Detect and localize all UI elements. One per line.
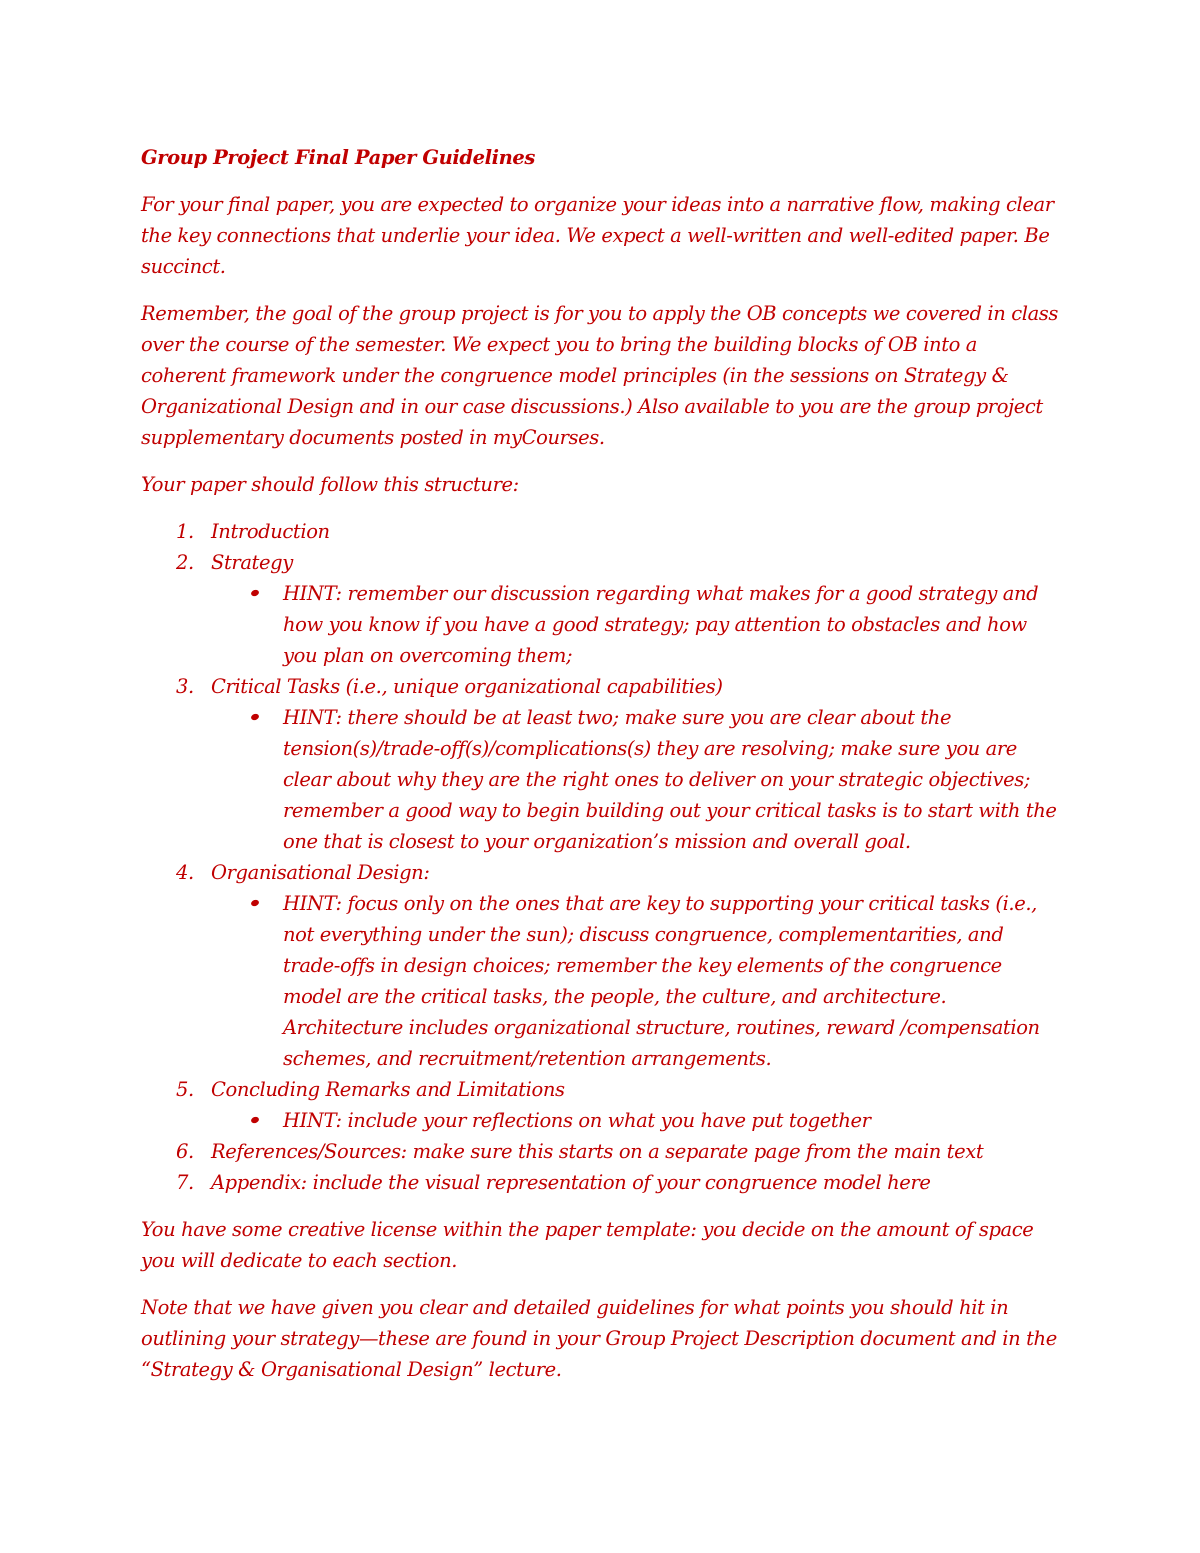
list-item (141, 1167, 1061, 1198)
structure-list (141, 516, 1061, 1198)
list-item-label: References/Sources: make sure this starts on a separate page from the main text (211, 1140, 984, 1163)
list-item-label: Introduction (211, 520, 330, 543)
list-number: 4. (176, 861, 194, 884)
list-number: 3. (176, 675, 194, 698)
intro-paragraph: Remember, the goal of the group project is for you to apply the OB concepts we covered in class over the course of the semester. We expect you to bring the building blocks of OB into a coherent framework under the congruence model principles (in the sessions on Strategy & Organizational Design and in our case discussions.) Also available to you are the group project supplementary documents posted in myCourses. (141, 302, 1059, 449)
hint-text: HINT: remember our discussion regarding what makes for a good strategy and how you know if you have a good strategy; pay attention to obstacles and how you plan on overcoming them; (283, 582, 1039, 667)
closing-paragraph: You have some creative license within the paper template: you decide on the amount of space you will dedicate to each section. (141, 1218, 1034, 1272)
bullet-icon (250, 589, 260, 597)
list-item-label: Appendix: include the visual representation of your congruence model here (211, 1171, 931, 1194)
list-item-label: Organisational Design: (211, 861, 430, 884)
list-item (141, 516, 1061, 547)
hint-item (141, 578, 1061, 671)
bullet-icon (250, 1116, 260, 1124)
list-item-label: Strategy (211, 551, 293, 574)
hint-text: HINT: include your reflections on what you have put together (283, 1109, 871, 1132)
document-body (141, 142, 1061, 1401)
list-item-label: Concluding Remarks and Limitations (211, 1078, 565, 1101)
hint-item (141, 1105, 1061, 1136)
list-number: 7. (176, 1171, 194, 1194)
list-item (141, 1074, 1061, 1105)
list-number: 6. (176, 1140, 194, 1163)
list-number: 1. (176, 520, 194, 543)
document-title: Group Project Final Paper Guidelines (141, 146, 536, 169)
list-number: 2. (176, 551, 194, 574)
hint-text: HINT: focus only on the ones that are key to supporting your critical tasks (i.e., not everything under the sun); discuss congruence, complementarities, and trade-offs in design choices; remember the key elements of the congruence model are the critical tasks, the people, the culture, and architecture. Architecture includes organizational structure, routines, reward /compensation schemes, and recruitment/retention arrangements. (283, 892, 1040, 1070)
list-item (141, 671, 1061, 702)
list-item-label: Critical Tasks (i.e., unique organizational capabilities) (211, 675, 723, 698)
bullet-icon (250, 899, 260, 907)
list-item (141, 1136, 1061, 1167)
list-number: 5. (176, 1078, 194, 1101)
hint-text: HINT: there should be at least two; make sure you are clear about the tension(s)/trade-off(s)/complications(s) they are resolving; make sure you are clear about why they are the right ones to deliver on your strategic objectives; remember a good way to begin building out your critical tasks is to start with the one that is closest to your organization’s mission and overall goal. (283, 706, 1057, 853)
structure-lead-in: Your paper should follow this structure: (141, 473, 519, 496)
list-item (141, 857, 1061, 888)
closing-paragraph: Note that we have given you clear and detailed guidelines for what points you should hit in outlining your strategy—these are found in your Group Project Description document and in the “Strategy & Organisational Design” lecture. (141, 1296, 1057, 1381)
list-item (141, 547, 1061, 578)
hint-item (141, 702, 1061, 857)
bullet-icon (250, 713, 260, 721)
hint-item (141, 888, 1061, 1074)
intro-paragraph: For your final paper, you are expected to organize your ideas into a narrative flow, making clear the key connections that underlie your idea. We expect a well-written and well-edited paper. Be succinct. (141, 193, 1054, 278)
